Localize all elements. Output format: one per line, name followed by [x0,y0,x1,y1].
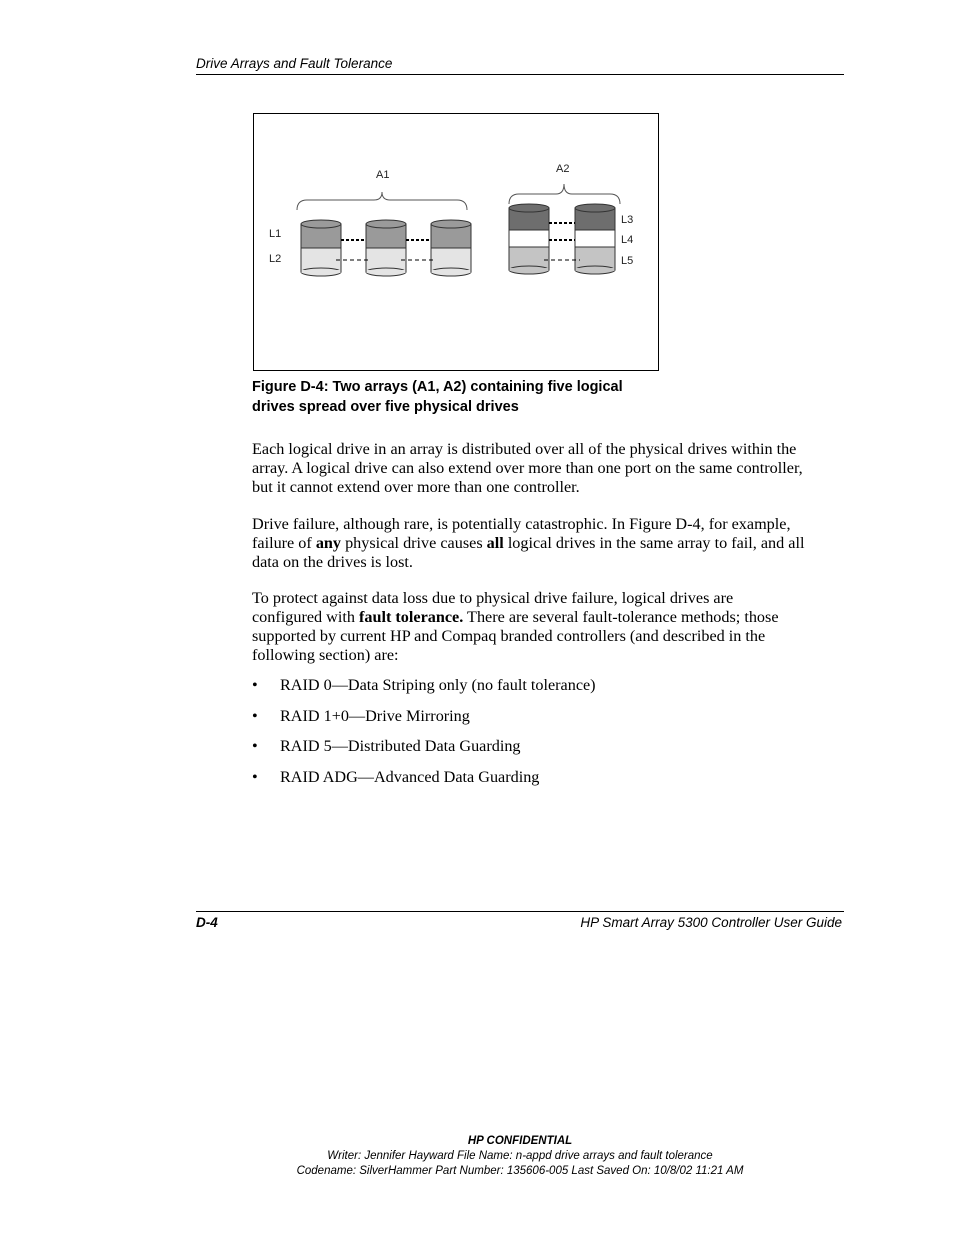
caption-line-2: drives spread over five physical drives [252,398,519,415]
list-item: • RAID 0—Data Striping only (no fault tolerance) [252,676,596,694]
label-l2: L2 [269,253,282,265]
running-header: Drive Arrays and Fault Tolerance [196,56,393,71]
p2-line-1: Drive failure, although rare, is potentially catastrophic. In Figure D-4, for example, [252,515,791,533]
codename-line: Codename: SilverHammer Part Number: 135606-005 Last Saved On: 10/8/02 11:21 AM [296,1165,744,1177]
emphasis-all: all [486,534,504,552]
drive-a2-1-bottom-fill [510,268,549,271]
emphasis-fault-tolerance: fault tolerance. [359,608,464,626]
footer-rule [196,911,844,912]
drive-a2-2-bottom-fill [576,268,615,271]
label-a1: A1 [376,169,390,181]
label-a2: A2 [556,163,570,175]
confidential-label: HP CONFIDENTIAL [467,1135,573,1147]
caption-line-1: Figure D-4: Two arrays (A1, A2) containing five logical [252,379,623,395]
label-l1: L1 [269,228,282,240]
p3-line-3: supported by current HP and Compaq branded controllers (and described in the [252,627,766,645]
paragraph-2 [252,515,852,572]
brace-a2 [509,184,620,204]
figure-caption [252,378,682,417]
p1-line-2: array. A logical drive can also extend over more than one port on the same controller, [252,459,803,477]
confidential-block [0,1134,954,1179]
label-l5: L5 [621,255,634,267]
p3-line-2: configured with fault tolerance. There are several fault-tolerance methods; those [252,608,779,626]
raid-method-list [252,676,852,798]
p1-line-3: but it cannot extend over more than one controller. [252,478,580,496]
list-item: • RAID 1+0—Drive Mirroring [252,706,470,725]
drive-a2-1-top [509,204,549,212]
drive-a2-1-segment-l4 [509,230,549,247]
drive-array-diagram [254,114,660,372]
drive-a1-1-bottom-fill [302,270,341,273]
header-rule [196,74,844,75]
list-item: • RAID 5—Distributed Data Guarding [252,737,521,755]
drive-a1-3-bottom-fill [432,270,471,273]
list-item: • RAID ADG—Advanced Data Guarding [252,767,540,786]
drive-a2-2-segment-l4 [575,230,615,247]
brace-a1 [297,192,467,210]
drive-a2-2-top [575,204,615,212]
label-l4: L4 [621,234,634,246]
drive-a1-2-bottom-fill [367,270,406,273]
writer-line: Writer: Jennifer Hayward File Name: n-appd drive arrays and fault tolerance [327,1150,713,1162]
guide-title: HP Smart Array 5300 Controller User Guide [580,915,842,930]
p3-line-1: To protect against data loss due to physical drive failure, logical drives are [252,589,734,607]
paragraph-1 [252,440,852,497]
label-l3: L3 [621,214,634,226]
p3-line-4: following section) are: [252,646,399,664]
p1-line-1: Each logical drive in an array is distributed over all of the physical drives within the [252,440,797,458]
p2-line-3: data on the drives is lost. [252,553,413,571]
paragraph-3 [252,589,852,665]
emphasis-any: any [315,534,342,552]
drive-a1-1-top [301,220,341,228]
drive-a1-3-top [431,220,471,228]
page-number: D-4 [196,915,218,930]
p2-line-2: failure of any physical drive causes all logical drives in the same array to fail, and all [252,534,805,552]
drive-a1-2-top [366,220,406,228]
figure-d4 [253,113,659,371]
